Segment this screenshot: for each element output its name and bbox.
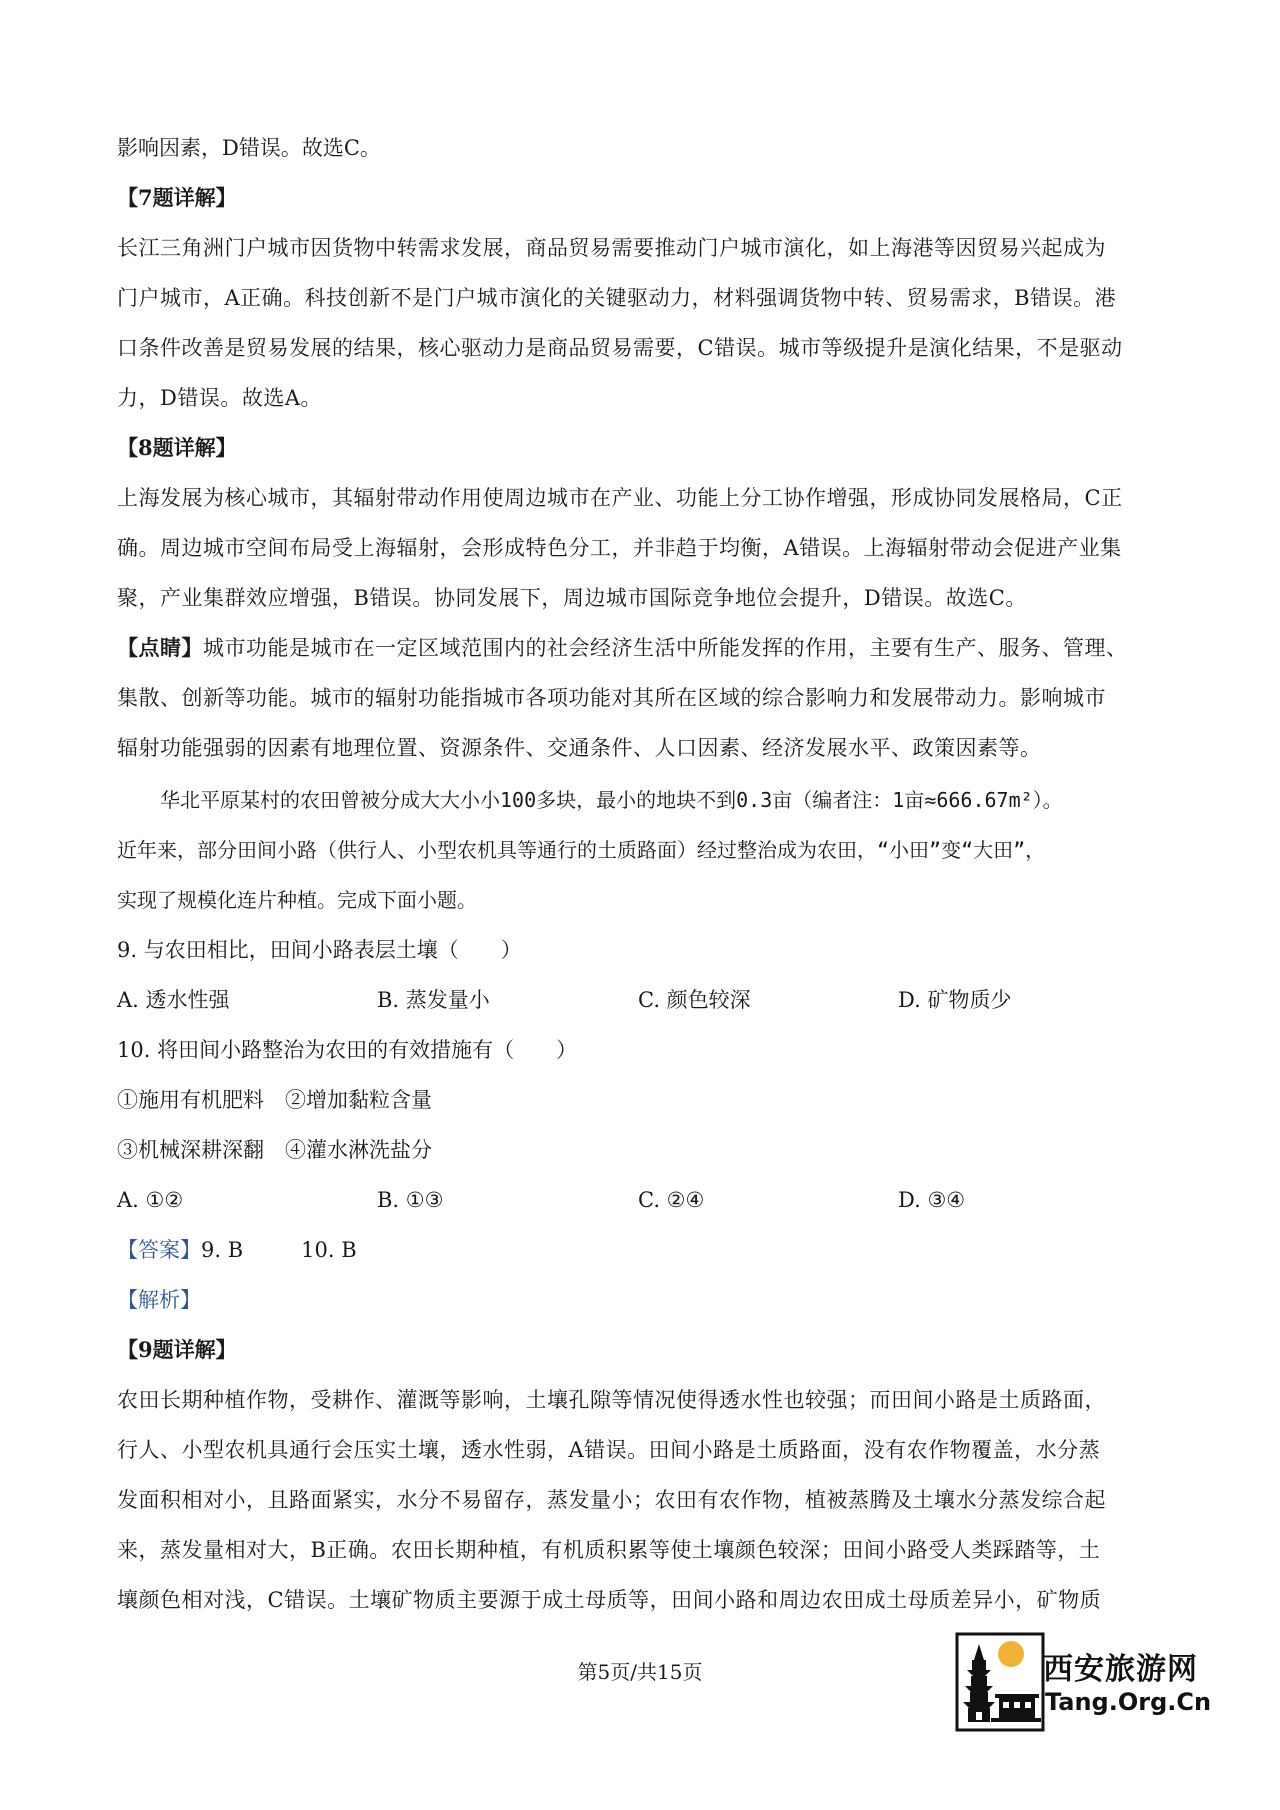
q7-detail-line: 力，D错误。故选A。 [117, 386, 323, 410]
q7-detail-line: 口条件改善是贸易发展的结果，核心驱动力是商品贸易需要，C错误。城市等级提升是演化结果，不是驱动 [117, 336, 1123, 360]
q9-detail-line: 发面积相对小，且路面紧实，水分不易留存，蒸发量小；农田有农作物，植被蒸腾及土壤水分蒸发综合起 [117, 1488, 1106, 1512]
analysis-label: 【解析】 [117, 1288, 201, 1312]
p6-tail: 影响因素，D错误。故选C。 [117, 136, 381, 160]
tip-line: 集散、创新等功能。城市的辐射功能指城市各项功能对其所在区域的综合影响力和发展带动力。影响城市 [117, 686, 1106, 710]
watermark [955, 1632, 1212, 1732]
pagoda-logo-icon [955, 1632, 1045, 1732]
q9-detail-heading: 【9题详解】 [117, 1337, 237, 1362]
q9-option-c: C. 颜色较深 [638, 988, 751, 1012]
q9-detail-line: 来，蒸发量相对大，B正确。农田长期种植，有机质积累等使土壤颜色较深；田间小路受人类踩踏等，土 [117, 1538, 1101, 1562]
q7-detail-heading: 【7题详解】 [117, 185, 237, 210]
answer-value-10: 10. B [301, 1238, 357, 1262]
watermark-url: Tang.Org.Cn [1045, 1688, 1212, 1716]
q9-detail-line: 壤颜色相对浅，C错误。土壤矿物质主要源于成土母质等，田间小路和周边农田成土母质差异小，矿物质 [117, 1588, 1102, 1612]
q8-detail-line: 确。周边城市空间布局受上海辐射，会形成特色分工，并非趋于均衡，A错误。上海辐射带动会促进产业集 [117, 536, 1122, 560]
q10-option-c: C. ②④ [638, 1188, 705, 1212]
material-line: 华北平原某村的农田曾被分成大大小小100多块，最小的地块不到0.3亩（编者注：1亩≈666.67m²）。 [160, 788, 1063, 812]
q8-detail-heading: 【8题详解】 [117, 435, 237, 460]
q8-detail-line: 上海发展为核心城市，其辐射带动作用使周边城市在产业、功能上分工协作增强，形成协同发展格局，C正 [117, 486, 1123, 510]
answer-value-9: 9. B [201, 1238, 244, 1262]
page-number: 第5页/共15页 [577, 1660, 703, 1684]
q7-detail-line: 门户城市，A正确。科技创新不是门户城市演化的关键驱动力，材料强调货物中转、贸易需求，B错误。港 [117, 286, 1117, 310]
q9-stem: 9. 与农田相比，田间小路表层土壤（ ） [117, 938, 522, 962]
q10-option-b: B. ①③ [377, 1188, 444, 1212]
q8-detail-line: 聚，产业集群效应增强，B错误。协同发展下，周边城市国际竞争地位会提升，D错误。故选C。 [117, 586, 1027, 610]
tip-line [117, 634, 1167, 662]
q10-choices-row: ③机械深耕深翻 ④灌水淋洗盐分 [117, 1138, 432, 1162]
q9-option-b: B. 蒸发量小 [377, 988, 490, 1012]
watermark-title: 西安旅游网 [1043, 1652, 1198, 1687]
q10-option-d: D. ③④ [898, 1188, 966, 1212]
tip-label: 【点睛】 [117, 635, 203, 660]
tip-text: 城市功能是城市在一定区域范围内的社会经济生活中所能发挥的作用，主要有生产、服务、管理、 [203, 636, 1128, 660]
q9-detail-line: 行人、小型农机具通行会压实土壤，透水性弱，A错误。田间小路是土质路面，没有农作物覆盖，水分蒸 [117, 1438, 1101, 1462]
q9-option-d: D. 矿物质少 [898, 988, 1012, 1012]
answer-label: 【答案】 [117, 1238, 201, 1262]
q10-stem: 10. 将田间小路整治为农田的有效措施有（ ） [117, 1038, 578, 1062]
material-line: 近年来，部分田间小路（供行人、小型农机具等通行的土质路面）经过整治成为农田，“小田”变“大田”， [117, 838, 1046, 862]
q7-detail-line: 长江三角洲门户城市因货物中转需求发展，商品贸易需要推动门户城市演化，如上海港等因贸易兴起成为 [117, 236, 1106, 260]
material-line: 实现了规模化连片种植。完成下面小题。 [117, 888, 477, 912]
answer-line [117, 1236, 1167, 1264]
q10-option-a: A. ①② [117, 1188, 184, 1212]
q10-choices-row: ①施用有机肥料 ②增加黏粒含量 [117, 1088, 432, 1112]
q9-option-a: A. 透水性强 [117, 988, 230, 1012]
tip-line: 辐射功能强弱的因素有地理位置、资源条件、交通条件、人口因素、经济发展水平、政策因素等。 [117, 736, 1042, 760]
q9-detail-line: 农田长期种植作物，受耕作、灌溉等影响，土壤孔隙等情况使得透水性也较强；而田间小路是土质路面， [117, 1388, 1106, 1412]
